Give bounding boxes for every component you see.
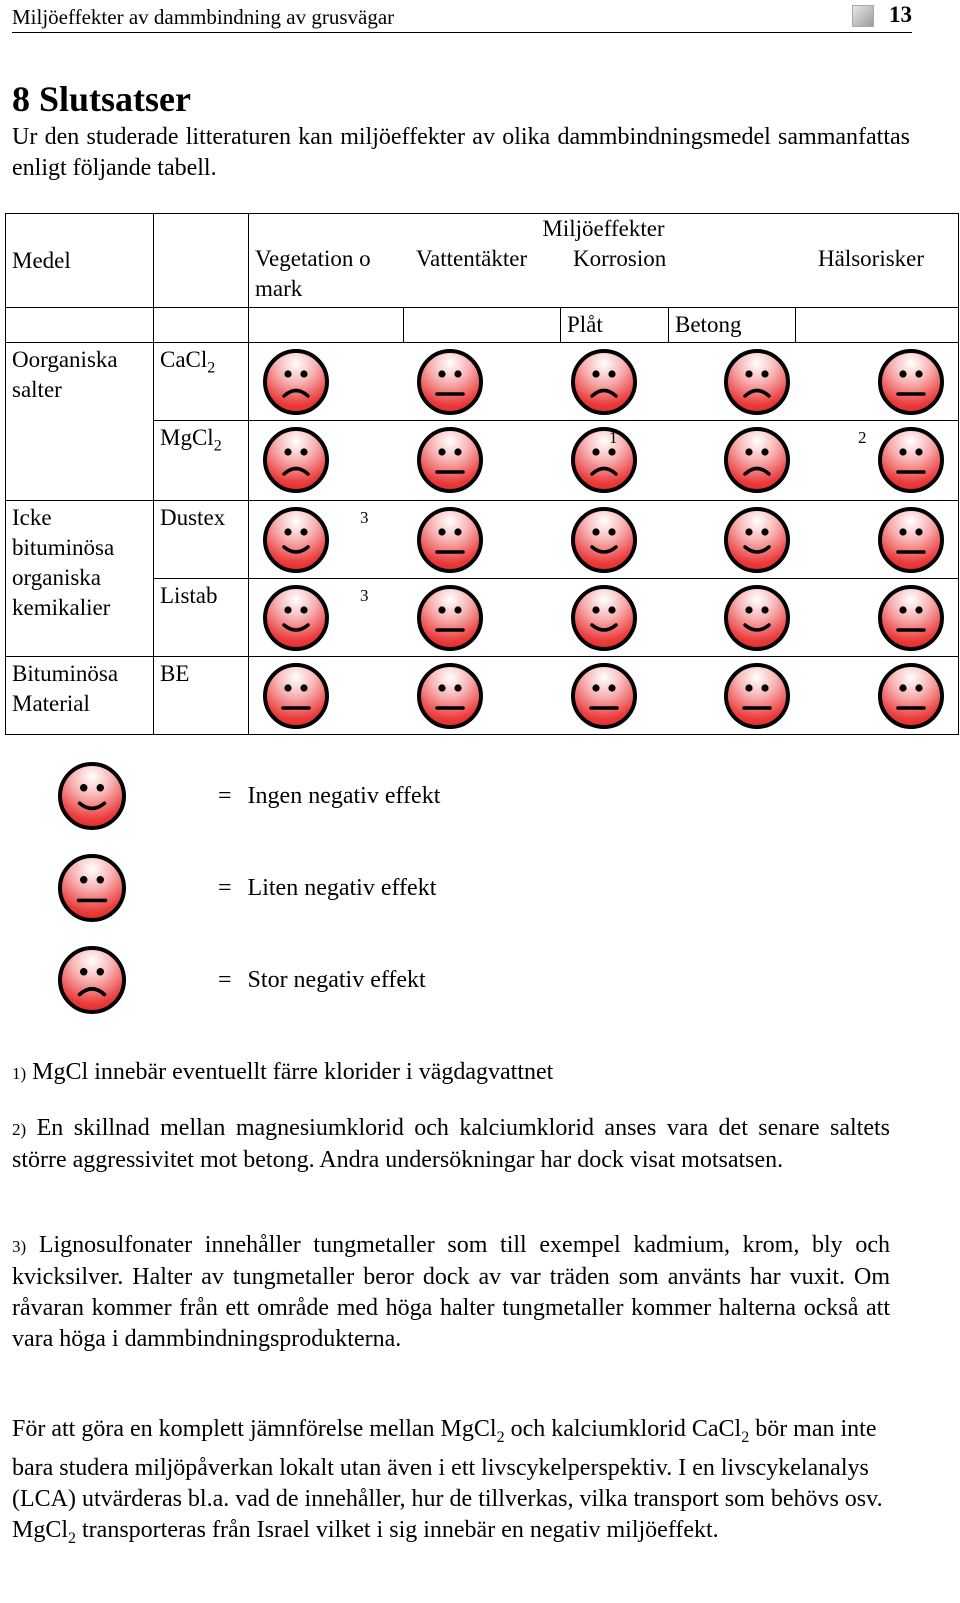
rating-row — [249, 427, 958, 493]
sad-face-icon — [571, 349, 637, 415]
footnote-marker: 3 — [360, 508, 369, 527]
happy-face-icon — [724, 507, 790, 573]
group-label-oorganiska: Oorganiska salter — [6, 343, 154, 501]
neutral-face-icon — [878, 585, 944, 651]
sad-face-icon — [263, 349, 329, 415]
legend-label: Ingen negativ effekt — [247, 782, 441, 809]
group-label-bituminosa: Bituminösa Material — [6, 657, 154, 735]
col-header-halsorisker: Hälsorisker — [818, 246, 925, 271]
neutral-face-icon — [878, 427, 944, 493]
col-header-plat: Plåt — [561, 308, 669, 343]
happy-face-icon — [263, 585, 329, 651]
happy-face-icon — [571, 585, 637, 651]
neutral-face-icon — [878, 349, 944, 415]
happy-face-icon — [263, 507, 329, 573]
footnote-marker: 1 — [609, 428, 618, 447]
footnote-marker: 2 — [858, 428, 867, 447]
effects-table — [5, 213, 959, 735]
neutral-face-icon — [417, 427, 483, 493]
footnote-2: 2) En skillnad mellan magnesiumklorid och kalciumklorid anses vara det senare saltets större aggressivitet mot betong. Andra undersökningar har dock visat motsatsen. — [12, 1115, 891, 1173]
page-header — [12, 0, 912, 33]
col-header-korrosion: Korrosion — [573, 246, 667, 271]
rating-row — [249, 585, 958, 651]
agent-cacl2: CaCl$_2$ — [154, 343, 249, 421]
neutral-face-icon — [417, 507, 483, 573]
happy-face-icon — [571, 507, 637, 573]
neutral-face-icon — [417, 349, 483, 415]
col-header-vattentakter: Vattentäkter — [416, 246, 528, 271]
footnote-1: 1) MgCl innebär eventuellt färre klorider i vägdagvattnet — [12, 1059, 554, 1085]
sad-face-icon — [724, 427, 790, 493]
intro-paragraph: Ur den studerade litteraturen kan miljöeffekter av olika dammbindningsmedel sammanfattas enligt följande tabell. — [12, 124, 910, 181]
sad-face-icon — [724, 349, 790, 415]
neutral-face-icon — [263, 663, 329, 729]
rating-row — [249, 349, 958, 415]
agent-be: BE — [154, 657, 249, 735]
sad-face-icon — [58, 946, 126, 1014]
legend-label: Liten negativ effekt — [247, 874, 437, 901]
agent-listab: Listab — [154, 579, 249, 657]
neutral-face-icon — [724, 663, 790, 729]
footnote-3: 3) Lignosulfonater innehåller tungmetaller som till exempel kadmium, krom, bly och kvicksilver. Halter av tungmetaller beror dock av var träden som använts har vuxit. Om råvaran kommer från ett område med höga halter tungmetaller kommer halterna också att vara höga i dammbindningsprodukterna. — [12, 1232, 890, 1352]
neutral-face-icon — [878, 507, 944, 573]
neutral-face-icon — [58, 854, 126, 922]
sad-face-icon — [571, 427, 637, 493]
happy-face-icon — [724, 585, 790, 651]
neutral-face-icon — [571, 663, 637, 729]
neutral-face-icon — [417, 585, 483, 651]
col-header-miljoeffekter: Miljöeffekter — [542, 216, 665, 241]
col-header-medel: Medel — [6, 214, 154, 308]
closing-paragraph: För att göra en komplett jämnförelse mellan MgCl$_2$ och kalciumklorid CaCl$_2$ bör man inte bara studera miljöpåverkan lokalt utan även i ett livscykelperspektiv. I en livscykelanalys (LCA) utvärderas bl.a. vad de innehåller, hur de tillverkas, vilka transport som behövs osv. MgCl$_2$ transporteras från Israel vilket i sig innebär en negativ miljöeffekt. — [12, 1416, 883, 1547]
neutral-face-icon — [878, 663, 944, 729]
group-label-icke-bituminosa: Icke bituminösa organiska kemikalier — [6, 501, 154, 657]
header-title: Miljöeffekter av dammbindning av grusvägar — [12, 5, 395, 29]
col-header-betong: Betong — [669, 308, 796, 343]
section-title: 8 Slutsatser — [12, 79, 191, 119]
legend-label: Stor negativ effekt — [247, 966, 426, 993]
neutral-face-icon — [417, 663, 483, 729]
legend-item: = Stor negativ effekt — [58, 946, 426, 1014]
footnote-marker: 3 — [360, 586, 369, 605]
agent-mgcl2: MgCl$_2$ — [154, 421, 249, 501]
agent-dustex: Dustex — [154, 501, 249, 579]
page-number: 13 — [889, 2, 912, 27]
rating-row — [249, 507, 958, 573]
legend-item: = Ingen negativ effekt — [58, 762, 440, 830]
happy-face-icon — [58, 762, 126, 830]
col-header-vegetation: Vegetation o mark — [255, 246, 371, 301]
rating-row — [249, 663, 958, 729]
page-icon — [852, 5, 874, 27]
sad-face-icon — [263, 427, 329, 493]
legend-item: = Liten negativ effekt — [58, 854, 436, 922]
